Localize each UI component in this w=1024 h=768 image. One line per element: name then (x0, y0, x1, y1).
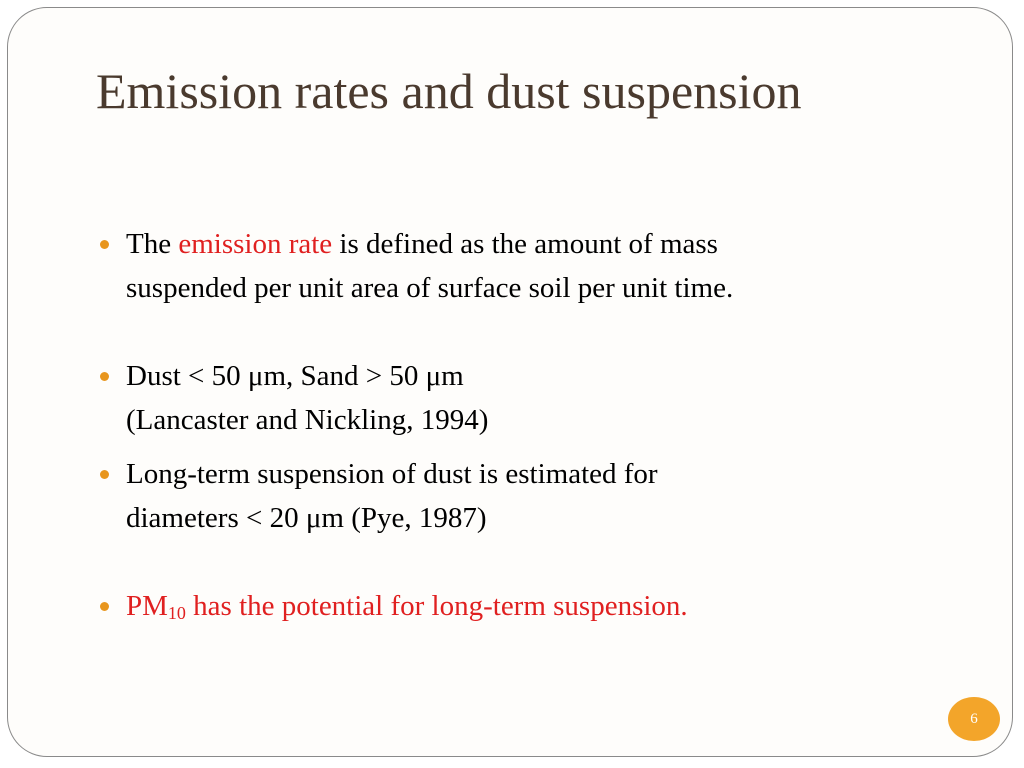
text-segment: has the potential for long-term suspension. (185, 590, 688, 622)
bullet-line: suspended per unit area of surface soil per unit time. (126, 272, 734, 304)
pm-subscript: 10 (167, 603, 186, 623)
bullet-line (126, 222, 920, 266)
bullet-line: (Lancaster and Nickling, 1994) (126, 404, 489, 436)
pm-label: PM (126, 590, 168, 622)
bullet-line: Dust < 50 μm, Sand > 50 μm (126, 360, 464, 392)
bullet-dot-icon (100, 602, 109, 611)
bullet-dot-icon (100, 470, 109, 479)
page-number-badge: 6 (948, 697, 1000, 741)
bullet-line: Long-term suspension of dust is estimated for (126, 458, 658, 490)
text-segment: The (126, 228, 179, 260)
bullet-pm10 (100, 584, 920, 628)
bullet-line: diameters < 20 μm (Pye, 1987) (126, 502, 487, 534)
bullet-list (100, 222, 920, 628)
bullet-dot-icon (100, 372, 109, 381)
bullet-dot-icon (100, 240, 109, 249)
slide-title: Emission rates and dust suspension (96, 63, 802, 119)
text-segment: is defined as the amount of mass (332, 228, 718, 260)
bullet-emission-rate-definition (100, 222, 920, 310)
highlight-term: emission rate (178, 228, 333, 260)
bullet-line (126, 584, 920, 628)
bullet-long-term-suspension (100, 452, 920, 540)
bullet-dust-sand-sizes (100, 354, 920, 442)
